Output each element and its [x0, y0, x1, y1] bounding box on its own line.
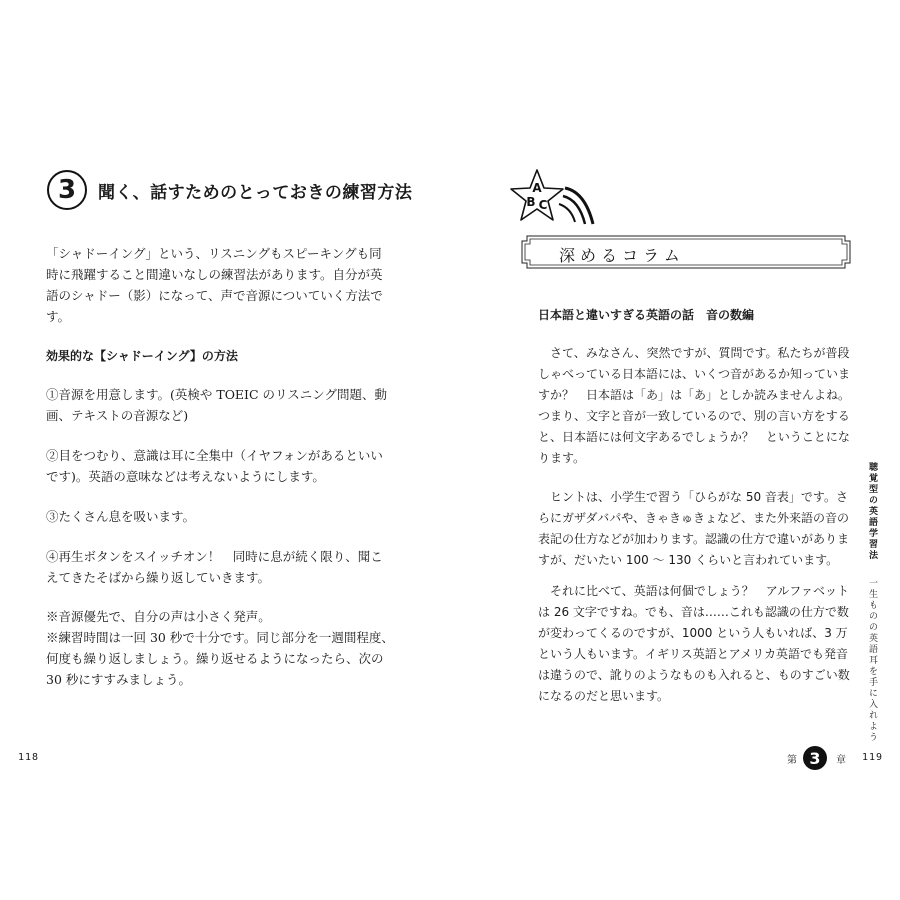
step-2: [46, 445, 383, 487]
note-line: ※音源優先で、自分の声は小さく発声。: [46, 609, 271, 624]
step-line: ④再生ボタンをスイッチオン！ 同時に息が続く限り、聞こ: [46, 549, 383, 564]
paragraph-line: という人もいます。イギリス英語とアメリカ英語でも発音: [538, 647, 848, 661]
intro-line: す。: [46, 309, 71, 324]
paragraph-line: しゃべっている日本語には、いくつ音があるか知っていま: [538, 367, 851, 381]
step-1: [46, 384, 387, 426]
note-line: 何度も繰り返しましょう。繰り返せるようになったら、次の: [46, 651, 384, 666]
star-letter-c: C: [538, 198, 548, 212]
paragraph-line: は違うので、訛りのようなものも入れると、ものすごい数: [538, 668, 850, 682]
paragraph-line: それに比べて、英語は何個でしょう？ アルファベット: [538, 584, 850, 598]
paragraph-line: は 26 文字ですね。でも、音は……これも認識の仕方で数: [538, 605, 849, 619]
side-running-subtitle: 一生ものの英語耳を手に入れよう: [867, 578, 877, 743]
paragraph-line: と、日本語には何文字あるでしょうか？ ということにな: [538, 430, 850, 444]
intro-line: 「シャドーイング」という、リスニングもスピーキングも同: [46, 246, 382, 261]
step-line: です)。英語の意味などは考えないようにします。: [46, 469, 325, 484]
side-running-title: 聴覚型の英語学習法: [867, 462, 877, 561]
paragraph-1: [538, 343, 850, 469]
chapter-suffix: 章: [836, 755, 846, 766]
paragraph-line: すが、だいたい 100 〜 130 くらいと言われています。: [538, 553, 839, 567]
paragraph-line: になるのだと思います。: [538, 689, 670, 703]
chapter-number: 3: [809, 748, 821, 768]
paragraph-line: すか？ 日本語は「あ」は「あ」としか読みませんよね。: [538, 388, 851, 402]
section-title: 聞く、話すためのとっておきの練習方法: [98, 183, 413, 203]
note-line: 30 秒にすすみましょう。: [46, 672, 192, 687]
step-3: [46, 506, 195, 527]
paragraph-line: らにガザダバパや、きゃきゅきょなど、また外来語の音の: [538, 511, 850, 525]
paragraph-3: [538, 581, 850, 707]
paragraph-line: つまり、文字と音が一致しているので、別の言い方をする: [538, 409, 850, 423]
section-number-badge: [47, 170, 87, 210]
step-line: 画、テキストの音源など): [46, 408, 189, 423]
step-4: [46, 546, 383, 588]
paragraph-line: が変わってくるのですが、1000 という人もいれば、3 万: [538, 626, 848, 640]
notes: [46, 606, 394, 690]
intro-line: 語のシャドー（影）になって、声で音源についていく方法で: [46, 288, 383, 303]
paragraph-line: ります。: [538, 451, 586, 465]
paragraph-line: ヒントは、小学生で習う「ひらがな 50 音表」です。さ: [538, 490, 848, 504]
article-title: 日本語と違いすぎる英語の話 音の数編: [538, 308, 755, 322]
method-subheading: 効果的な【シャドーイング】の方法: [46, 349, 238, 363]
chapter-number-badge: [803, 746, 827, 770]
section-number: 3: [57, 175, 77, 205]
paragraph-line: 表記の仕方などが加わります。認識の仕方で違いがありま: [538, 532, 850, 546]
paragraph-line: さて、みなさん、突然ですが、質問です。私たちが普段: [538, 346, 850, 360]
intro-line: 時に飛躍すること間違いなしの練習法があります。自分が英: [46, 267, 383, 282]
abc-star-icon: [505, 166, 600, 236]
step-line: えてきたそばから繰り返していきます。: [46, 570, 271, 585]
chapter-prefix: 第: [787, 755, 797, 766]
step-line: ③たくさん息を吸います。: [46, 509, 196, 524]
paragraph-2: [538, 487, 849, 571]
star-letter-b: B: [526, 195, 536, 209]
step-line: ②目をつむり、意識は耳に全集中（イヤフォンがあるといい: [46, 448, 383, 463]
column-label: 深めるコラム: [559, 246, 685, 265]
left-page-number: 118: [18, 752, 40, 763]
star-letter-a: A: [532, 181, 542, 195]
note-line: ※練習時間は一回 30 秒で十分です。同じ部分を一週間程度、: [46, 630, 394, 645]
intro-paragraph: [46, 243, 383, 327]
right-page-number: 119: [862, 752, 884, 763]
step-line: ①音源を用意します。(英検や TOEIC のリスニング問題、動: [46, 387, 388, 402]
